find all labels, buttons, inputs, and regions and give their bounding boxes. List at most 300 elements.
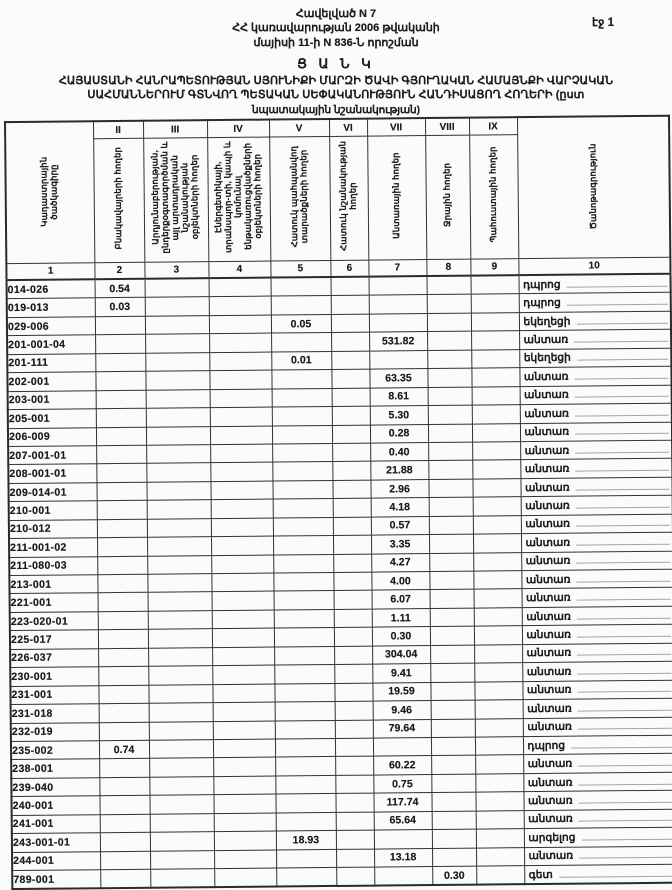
area-value-cell	[429, 552, 473, 571]
area-value-cell	[213, 775, 275, 794]
area-value-cell	[210, 444, 272, 463]
note-cell	[521, 550, 672, 570]
area-value-cell: 79.64	[373, 719, 431, 738]
header-settlement-lands-label: Բնակավայրերի հողեր	[112, 146, 124, 249]
area-value-cell	[473, 570, 521, 589]
note-cell	[523, 753, 672, 773]
area-value-cell	[333, 553, 371, 572]
parcel-code-cell: 211-080-03	[9, 556, 97, 575]
area-value-cell	[145, 370, 209, 389]
area-value-cell	[99, 777, 149, 796]
area-value-cell	[273, 498, 333, 517]
column-number: 5	[270, 260, 330, 277]
header-cadastral-code-label: Կադաստրային ծածկագիրը	[38, 155, 60, 226]
note-content	[524, 775, 672, 788]
area-value-cell	[374, 829, 432, 848]
note-cell	[519, 273, 671, 293]
area-value-cell	[148, 647, 212, 666]
area-value-cell	[275, 738, 335, 757]
scan-line-artifact	[576, 488, 670, 490]
area-value-cell	[99, 721, 149, 740]
area-value-cell	[98, 648, 148, 667]
area-value-cell: 0.54	[95, 278, 145, 297]
area-value-cell: 21.88	[370, 460, 428, 479]
area-value-cell	[273, 572, 333, 591]
area-value-cell: 2.96	[370, 479, 428, 498]
area-value-cell	[272, 406, 332, 425]
area-value-cell: 60.22	[373, 755, 431, 774]
area-value-cell	[214, 831, 276, 850]
area-value-cell: 3.35	[371, 534, 429, 553]
area-value-cell	[213, 757, 275, 776]
area-value-cell	[275, 756, 335, 775]
header-reserve-lands	[469, 134, 518, 258]
area-value-cell	[212, 609, 274, 628]
scan-line-artifact	[575, 414, 669, 416]
area-value-cell	[212, 665, 274, 684]
header-notes-label: Ծանոթագրություն	[587, 142, 598, 229]
area-value-cell	[147, 555, 211, 574]
area-value-cell	[274, 683, 334, 702]
area-value-cell	[209, 296, 271, 315]
area-value-cell: 0.05	[271, 314, 331, 333]
scan-line-artifact	[576, 525, 670, 527]
area-value-cell	[211, 517, 273, 536]
area-value-cell	[431, 773, 475, 792]
note-text: անտառ	[524, 443, 570, 457]
note-cell	[523, 735, 672, 755]
area-value-cell	[430, 644, 474, 663]
area-value-cell	[427, 368, 471, 387]
note-content	[524, 812, 672, 825]
note-cell	[524, 845, 672, 865]
area-value-cell	[149, 721, 213, 740]
roman-col-9: IX	[469, 117, 517, 135]
document-subtitle	[0, 74, 672, 103]
area-value-cell	[276, 849, 336, 868]
area-value-cell	[276, 867, 336, 887]
header-notes	[517, 115, 670, 258]
area-value-cell	[146, 389, 210, 408]
parcel-code-cell: 223-020-01	[10, 611, 98, 630]
header-energy-transport-lands	[207, 137, 270, 262]
note-text: անտառ	[524, 388, 569, 402]
note-text: արգելոց	[528, 831, 576, 844]
scan-line-artifact	[581, 838, 672, 840]
area-value-cell	[333, 516, 371, 535]
area-value-cell	[145, 352, 209, 371]
note-text: անտառ	[525, 536, 571, 549]
area-value-cell: 0.30	[372, 626, 430, 645]
note-cell	[519, 347, 671, 367]
note-cell	[521, 513, 672, 533]
header-forest-lands-label: Անտառային հողեր	[390, 151, 402, 239]
parcel-code-cell: 232-019	[11, 722, 99, 741]
area-value-cell	[150, 813, 214, 832]
area-value-cell	[474, 662, 522, 681]
area-value-cell: 19.59	[372, 682, 430, 701]
header-special-purpose-lands	[329, 136, 368, 260]
scan-line-artifact	[577, 654, 671, 656]
area-value-cell	[98, 592, 148, 611]
area-value-cell	[471, 367, 519, 386]
parcel-code-cell: 019-013	[7, 298, 95, 317]
note-cell	[520, 477, 672, 497]
parcel-code-cell: 244-001	[12, 851, 100, 870]
note-text: անտառ	[523, 333, 569, 346]
area-value-cell: 0.28	[370, 424, 428, 443]
note-content	[524, 756, 672, 769]
area-value-cell	[149, 702, 213, 721]
note-content	[519, 277, 670, 290]
area-value-cell	[146, 463, 210, 482]
scan-line-artifact	[576, 322, 668, 324]
area-value-cell: 531.82	[369, 331, 427, 350]
area-value-cell	[472, 460, 520, 479]
area-value-cell	[427, 313, 471, 332]
area-value-cell	[147, 536, 211, 555]
note-text: անտառ	[526, 646, 572, 660]
area-value-cell: 65.64	[374, 811, 432, 830]
area-value-cell	[334, 590, 372, 609]
area-value-cell	[213, 794, 275, 813]
scan-line-artifact	[578, 764, 672, 766]
area-value-cell	[272, 480, 332, 499]
note-cell	[521, 495, 672, 515]
area-value-cell	[212, 591, 274, 610]
area-value-cell	[471, 331, 519, 350]
header-settlement-lands	[93, 138, 144, 262]
area-value-cell	[429, 534, 473, 553]
scan-line-artifact	[575, 451, 669, 453]
area-value-cell	[272, 425, 332, 444]
note-content	[523, 646, 672, 659]
note-text: անտառ	[524, 462, 570, 475]
area-value-cell	[476, 810, 524, 829]
note-text: անտառ	[523, 370, 569, 383]
header-forest-lands	[367, 135, 426, 260]
scan-line-artifact	[579, 801, 672, 803]
appendix-line-2: ՀՀ կառավարության 2006 թվականի	[232, 22, 440, 35]
area-value-cell	[275, 793, 335, 812]
parcel-code-cell: 240-001	[11, 796, 99, 815]
appendix-line-3: մայիսի 11-ի N 836-Ն որոշման	[253, 36, 419, 49]
subtitle-line-3: նպատակային նշանակության)	[251, 104, 421, 116]
area-value-cell	[334, 664, 372, 683]
area-value-cell: 4.27	[371, 553, 429, 572]
area-value-cell	[429, 515, 473, 534]
area-value-cell	[475, 755, 523, 774]
note-content	[523, 738, 672, 751]
note-text: անտառ	[526, 591, 571, 604]
area-value-cell	[148, 628, 212, 647]
column-number: 3	[144, 261, 208, 278]
area-value-cell	[211, 573, 273, 592]
scan-line-artifact	[578, 783, 672, 785]
scan-line-artifact	[567, 285, 668, 287]
note-cell	[521, 532, 672, 552]
parcel-code-cell: 209-014-01	[8, 482, 96, 501]
appendix-line-1: Հավելված N 7	[295, 8, 377, 20]
area-value-cell	[474, 626, 522, 645]
parcel-code-cell: 207-001-01	[8, 445, 96, 464]
area-value-cell	[430, 626, 474, 645]
area-value-cell	[335, 701, 373, 720]
note-content	[523, 719, 672, 732]
parcel-code-cell: 203-001	[8, 390, 96, 409]
area-value-cell	[430, 608, 474, 627]
note-content	[522, 535, 672, 548]
column-number: 7	[368, 259, 426, 276]
area-value-cell	[98, 666, 148, 685]
note-text: անտառ	[526, 609, 571, 623]
parcel-code-cell: 241-001	[12, 814, 100, 833]
area-value-cell	[475, 718, 523, 737]
area-value-cell	[431, 755, 475, 774]
area-value-cell	[430, 663, 474, 682]
area-value-cell	[472, 441, 520, 460]
roman-col-2: II	[93, 120, 143, 138]
area-value-cell: 18.93	[276, 830, 336, 849]
note-text: եկեղեցի	[523, 351, 571, 365]
header-water-lands-label: Ջրային հողեր	[441, 162, 453, 227]
area-value-cell	[274, 590, 334, 609]
area-value-cell: 1.11	[372, 608, 430, 627]
parcel-code-cell: 231-018	[11, 703, 99, 722]
area-value-cell: 117.74	[373, 792, 431, 811]
area-value-cell	[213, 739, 275, 758]
area-value-cell	[100, 813, 150, 832]
roman-col-5: V	[269, 119, 329, 137]
area-value-cell	[271, 277, 331, 297]
area-value-cell	[275, 719, 335, 738]
area-value-cell: 0.30	[432, 866, 476, 885]
note-content	[520, 332, 671, 345]
scan-line-artifact	[571, 746, 672, 748]
area-value-cell	[146, 481, 210, 500]
note-cell	[522, 624, 672, 644]
scan-line-artifact	[559, 875, 672, 877]
area-value-cell	[98, 611, 148, 630]
note-text: անտառ	[524, 425, 570, 438]
area-value-cell	[210, 480, 272, 499]
header-cadastral-code	[5, 121, 94, 263]
area-value-cell	[432, 847, 476, 866]
scan-line-artifact	[579, 820, 672, 822]
note-text: անտառ	[527, 757, 573, 770]
note-content	[523, 683, 672, 696]
area-value-cell	[271, 295, 331, 314]
parcel-code-cell: 211-001-02	[9, 537, 97, 556]
area-value-cell	[374, 866, 432, 885]
note-cell	[522, 661, 672, 681]
note-cell	[521, 569, 672, 589]
area-value-cell	[428, 423, 472, 442]
area-value-cell	[369, 295, 427, 314]
area-value-cell: 9.46	[373, 700, 431, 719]
scan-line-artifact	[576, 543, 670, 545]
area-value-cell	[333, 498, 371, 517]
area-value-cell	[427, 294, 471, 313]
area-value-cell	[212, 646, 274, 665]
area-value-cell	[271, 369, 331, 388]
parcel-code-cell: 235-002	[11, 740, 99, 759]
header-industrial-lands	[143, 137, 208, 262]
area-value-cell	[332, 461, 370, 480]
note-cell	[524, 827, 672, 847]
area-value-cell	[213, 702, 275, 721]
area-value-cell	[334, 645, 372, 664]
area-value-cell	[209, 314, 271, 333]
area-value-cell	[431, 718, 475, 737]
scan-line-artifact	[577, 617, 671, 619]
note-cell	[520, 403, 672, 423]
roman-col-6: VI	[329, 118, 367, 136]
area-value-cell	[369, 313, 427, 332]
scan-line-artifact	[578, 691, 672, 693]
area-value-cell	[97, 574, 147, 593]
area-value-cell	[96, 426, 146, 445]
area-value-cell	[335, 774, 373, 793]
header-reserve-lands-label: Պահուստային հողեր	[487, 145, 499, 242]
area-value-cell	[210, 425, 272, 444]
parcel-code-cell: 210-012	[9, 519, 97, 538]
area-value-cell: 4.00	[371, 571, 429, 590]
appendix-header	[0, 0, 672, 50]
roman-col-4: IV	[207, 119, 269, 137]
area-value-cell	[331, 369, 369, 388]
parcel-code-cell: 014-026	[7, 279, 95, 299]
area-value-cell	[331, 314, 369, 333]
note-cell	[522, 679, 672, 699]
scan-line-artifact	[579, 857, 672, 859]
area-value-cell	[275, 775, 335, 794]
area-value-cell	[146, 426, 210, 445]
area-value-cell	[272, 443, 332, 462]
parcel-code-cell: 231-001	[10, 685, 98, 704]
note-cell	[520, 458, 672, 478]
area-value-cell	[428, 460, 472, 479]
area-value-cell	[474, 607, 522, 626]
area-value-cell	[474, 644, 522, 663]
scan-line-artifact	[576, 506, 670, 508]
area-value-cell	[274, 627, 334, 646]
note-content	[521, 443, 672, 456]
note-content	[524, 830, 672, 843]
note-text: գետ	[528, 868, 553, 881]
note-text: անտառ	[524, 480, 570, 494]
header-water-lands	[425, 135, 470, 259]
area-value-cell	[473, 515, 521, 534]
area-value-cell	[332, 424, 370, 443]
note-text: անտառ	[527, 794, 573, 807]
area-value-cell	[146, 407, 210, 426]
note-text: անտառ	[525, 517, 570, 531]
area-value-cell	[214, 868, 276, 888]
page-number-label: էջ 1	[592, 17, 614, 29]
area-value-cell	[96, 389, 146, 408]
area-value-cell	[473, 496, 521, 515]
area-value-cell	[209, 351, 271, 370]
area-value-cell	[335, 756, 373, 775]
parcel-code-cell: 213-001	[9, 574, 97, 593]
area-value-cell	[210, 407, 272, 426]
note-text: դպրոց	[523, 278, 561, 291]
area-value-cell	[95, 353, 145, 372]
area-value-cell	[212, 628, 274, 647]
area-value-cell	[149, 794, 213, 813]
note-content	[519, 295, 670, 308]
note-cell	[519, 366, 671, 386]
roman-col-3: III	[143, 120, 207, 138]
parcel-code-cell: 201-111	[7, 353, 95, 372]
area-value-cell	[213, 720, 275, 739]
note-cell	[520, 440, 672, 460]
note-content	[523, 701, 672, 714]
roman-col-7: VII	[367, 118, 425, 136]
header-special-purpose-lands-label: Հատուկ նշանակության հողեր	[337, 140, 358, 251]
area-value-cell	[96, 463, 146, 482]
note-cell	[520, 421, 672, 441]
note-cell	[523, 772, 672, 792]
note-content	[520, 406, 671, 419]
area-value-cell	[428, 405, 472, 424]
area-value-cell: 0.03	[95, 297, 145, 316]
area-value-cell	[150, 831, 214, 850]
note-text: անտառ	[528, 849, 574, 862]
area-value-cell	[475, 736, 523, 755]
area-value-cell	[99, 758, 149, 777]
column-number: 1	[6, 262, 94, 279]
area-value-cell	[97, 518, 147, 537]
area-value-cell	[476, 847, 524, 866]
area-value-cell	[475, 699, 523, 718]
area-value-cell	[212, 683, 274, 702]
area-value-cell	[336, 811, 374, 830]
area-value-cell: 0.01	[271, 351, 331, 370]
parcel-code-cell: 202-001	[7, 371, 95, 390]
note-content	[522, 554, 672, 567]
area-value-cell	[369, 350, 427, 369]
note-cell	[524, 808, 672, 828]
area-value-cell	[96, 408, 146, 427]
area-value-cell	[274, 646, 334, 665]
area-value-cell	[432, 829, 476, 848]
area-value-cell	[148, 592, 212, 611]
area-value-cell	[146, 444, 210, 463]
area-value-cell	[209, 333, 271, 352]
parcel-code-cell: 230-001	[10, 666, 98, 685]
note-text: անտառ	[526, 628, 572, 641]
parcel-code-cell: 226-037	[10, 648, 98, 667]
note-content	[525, 849, 672, 862]
area-value-cell: 0.40	[370, 442, 428, 461]
scan-line-artifact	[578, 709, 672, 711]
column-number: 6	[330, 260, 368, 277]
note-content	[520, 388, 671, 401]
area-value-cell	[273, 554, 333, 573]
area-value-cell	[475, 773, 523, 792]
area-value-cell	[100, 869, 150, 888]
area-value-cell	[335, 793, 373, 812]
note-text: անտառ	[527, 775, 573, 789]
area-value-cell	[147, 499, 211, 518]
area-value-cell	[273, 517, 333, 536]
column-number: 10	[518, 257, 670, 275]
area-value-cell	[271, 332, 331, 351]
document-title: Ց Ա Ն Կ	[297, 55, 375, 71]
note-text: անտառ	[525, 499, 570, 512]
